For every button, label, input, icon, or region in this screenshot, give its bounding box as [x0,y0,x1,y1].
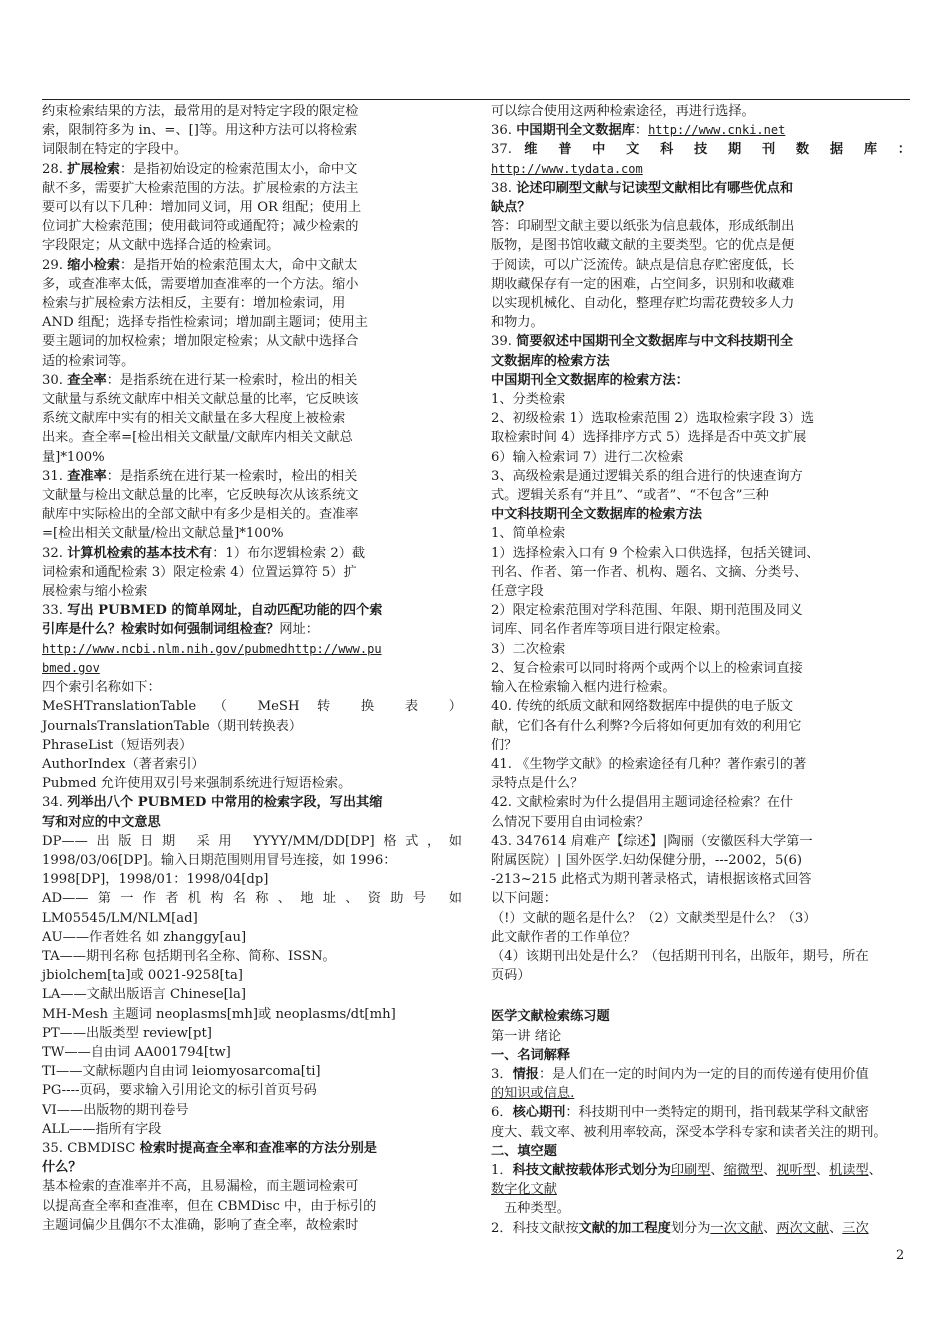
header-rule [42,99,910,100]
text-line: 献，它们各有什么利弊?今后将如何更加有效的利用它 [491,718,802,734]
question: 文数据库的检索方法 [491,353,610,369]
item-39 [491,332,911,351]
subheading: 中文科技期刊全文数据库的检索方法 [491,507,702,523]
text-line: 答：印刷型文献主要以纸张为信息载体，形成纸制出 [491,219,795,235]
text-line: 录特点是什么？ [491,776,584,792]
text: 、 [868,1162,882,1178]
text-line: 3、高级检索是通过逻辑关系的组合进行的快速查询方 [491,468,803,484]
text-line: 么情况下要用自由词检索？ [491,814,650,830]
term: 计算机检索的基本技术有 [67,545,213,561]
text: 划分为 [670,1220,711,1236]
text-line: 展检索与缩小检索 [42,584,148,600]
item-28 [42,160,462,179]
answer: 一次文献 [710,1220,764,1236]
text-line: （!）文献的题名是什么？（2）文献类型是什么？（3） [491,910,817,926]
item-number: 36. [491,123,512,139]
text-line: 五种类型。 [504,1201,570,1217]
text-line: Pubmed 允许使用双引号来强制系统进行短语检索。 [42,776,352,792]
item-35 [42,1139,462,1158]
text-line: 献不多，需要扩大检索范围的方法。扩展检索的方法主 [42,180,359,196]
item-number: 6． [491,1105,513,1121]
text-line: TI——文献标题内自由词 leiomyosarcoma[ti] [42,1064,321,1080]
section-title: 医学文献检索练习题 [491,1009,610,1025]
question: 什么？ [42,1160,82,1176]
item-32 [42,544,462,563]
fill-item-1 [491,1161,911,1180]
text-line: 任意字段 [491,584,544,600]
text-line: 2、初级检索 1）选取检索范围 2）选取检索字段 3）选 [491,411,815,427]
item-number: 34. [42,795,63,811]
text-line: 度大、载文率、被利用率较高，深受本学科专家和读者关注的期刊。 [491,1124,887,1140]
text-line: AuthorIndex（著者索引） [42,756,205,772]
term: 维 普 中 文 科 技 期 刊 数 据 库 ： [524,142,911,158]
text-line: 字段限定；从文献中选择合适的检索词。 [42,238,280,254]
text-line: 主题词偏少且偶尔不太准确，影响了查全率，故检索时 [42,1217,359,1233]
item-29 [42,256,462,275]
item-37 [491,140,911,159]
text-line: PhraseList（短语列表） [42,737,193,753]
term: 科技文献按 [512,1162,579,1178]
text-line: 量]*100% [42,449,105,465]
text-line: 附属医院）| 国外医学.妇幼保健分册，---2002，5(6) [491,852,803,868]
text-line: 以提高查全率和查准率，但在 CBMDisc 中，由于标引的 [42,1198,377,1214]
term: 载体形式划分为 [578,1162,671,1178]
term: 查全率 [67,372,107,388]
item-40: 40. 传统的纸质文献和网络数据库中提供的电子版文 [491,699,794,715]
text-line: ALL——指所有字段 [42,1121,162,1137]
page-number: 2 [896,1248,905,1263]
item-number: 32. [42,545,63,561]
item-number: 2． [491,1220,513,1236]
text-line: 文献量与检出文献总量的比率，它反映每次从该系统文 [42,488,359,504]
question: 引库是什么？检索时如何强制词组检查？ [42,622,280,638]
term: 扩展检索 [67,161,120,177]
item-30 [42,371,462,390]
text-line: 要可以有以下几种：增加同义词，用 OR 组配；使用上 [42,200,362,216]
left-column [42,102,462,1235]
lecture-title: 第一讲 绪论 [491,1028,562,1044]
text-line: 1998/03/06[DP]。输入日期范围则用冒号连接，如 1996： [42,852,397,868]
term: 文献的加工程度 [578,1220,671,1236]
text: ：是指系统在进行某一检索时，检出的相关 [106,372,358,388]
text-line: MH-Mesh 主题词 neoplasms[mh]或 neoplasms/dt[mh] [42,1006,396,1022]
text-line: 索，限制符多为 in、=、[]等。用这种方法可以将检索 [42,123,358,139]
term: 缩小检索 [67,257,120,273]
answer: 印刷型 [670,1162,711,1178]
text-line: JournalsTranslationTable（期刊转换表） [42,718,303,734]
text-line: 2、复合检索可以同时将两个或两个以上的检索词直接 [491,660,803,676]
text-line: 1、简单检索 [491,526,566,542]
text-line: 版物，是图书馆收藏文献的主要类型。它的优点是便 [491,238,795,254]
text-line: 以实现机械化、自动化，整理存贮均需花费较多人力 [491,296,795,312]
spacer [491,985,911,1007]
text-line: 出来。查全率=[检出相关文献量/文献库内相关文献总 [42,430,353,446]
term: 核心期刊 [512,1105,566,1121]
text: 、 [829,1220,843,1236]
text-line: 此文献作者的工作单位？ [491,929,637,945]
item-34 [42,793,462,812]
item-31 [42,467,462,486]
item-number: 1． [491,1162,513,1178]
text-line: 词限制在特定的字段中。 [42,142,188,158]
text-line: jbiolchem[ta]或 0021-9258[ta] [42,968,243,984]
text-line: LA——文献出版语言 Chinese[la] [42,987,247,1003]
item-number: 28. [42,161,63,177]
text: CBMDISC [67,1140,136,1156]
text-line: 1、分类检索 [491,392,566,408]
right-column [491,102,911,1238]
item-number: 3． [491,1066,513,1082]
item-number: 29. [42,257,63,273]
text-line: =[检出相关文献量/检出文献总量]*100% [42,526,284,542]
section-heading: 二、填空题 [491,1143,557,1159]
text-line: TW——自由词 AA001794[tw] [42,1044,231,1060]
text-line: 输入在检索输入框内进行检索。 [491,680,676,696]
question: 论述印刷型文献与记读型文献相比有哪些优点和 [516,180,794,196]
question: 检索时提高查全率和查准率的方法分别是 [139,1140,377,1156]
item-43: 43. 347614 肩难产【综述】|陶丽（安徽医科大学第一 [491,833,813,849]
text: 科技文献按 [512,1220,579,1236]
text-line: 检索与扩展检索方法相反，主要有：增加检索词，用 [42,296,346,312]
text: ：是指系统在进行某一检索时，检出的相关 [106,468,358,484]
item-33 [42,601,462,620]
text-line: 基本检索的查准率并不高，且易漏检，而主题词检索可 [42,1179,359,1195]
question: 写和对应的中文意思 [42,814,161,830]
text: ：是人们在一定的时间内为一定的目的而传递有使用价值 [538,1066,869,1082]
text-line: 2）限定检索范围对学科范围、年限、期刊范围及同义 [491,603,803,619]
text-line: 页码） [491,968,531,984]
item-41: 41. 《生物学文献》的检索途径有几种？著作索引的著 [491,756,807,772]
question: 简要叙述中国期刊全文数据库与中文科技期刊全 [516,334,794,350]
item-number: 37. [491,142,512,158]
definition-6 [491,1103,911,1122]
text-line: 式。逻辑关系有“并且”、“或者”、“不包含”三种 [491,488,769,504]
text-line: MeSHTranslationTable （ MeSH 转 换 表 ） [42,699,462,715]
text-line: VI——出版物的期刊卷号 [42,1102,189,1118]
text-line: 系统文献库中实有的相关文献量在多大程度上被检索 [42,411,346,427]
item-36 [491,121,911,140]
text-line: 刊名、作者、第一作者、机构、题名、文摘、分类号、 [491,564,808,580]
pubmed-link[interactable]: http://www.ncbi.nlm.nih.gov/pubmedhttp://www.pu [42,641,382,656]
text-line: 可以综合使用这两种检索途径，再进行选择。 [491,104,755,119]
text-line: 和物力。 [491,315,544,331]
text-line: 适的检索词等。 [42,353,135,369]
answer: 数字化文献 [491,1182,557,1198]
text: 、 [763,1220,777,1236]
text-line: 6）输入检索词 7）进行二次检索 [491,449,684,465]
text-line: AU——作者姓名 如 zhanggy[au] [42,929,247,945]
text: ：是指开始的检索范围太大，命中文献太 [119,257,358,273]
text-line: 献库中实际检出的全部文献中有多少是相关的。查准率 [42,507,359,523]
text-line: 于阅读，可以广泛流传。缺点是信息存贮密度低，长 [491,257,795,273]
answer: 视听型 [776,1162,816,1178]
text-line: 约束检索结果的方法，最常用的是对特定字段的限定检 [42,104,359,119]
definition-3 [491,1065,911,1084]
item-number: 38. [491,180,512,196]
text-line: LM05545/LM/NLM[ad] [42,910,198,926]
question: 写出 PUBMED 的简单网址，自动匹配功能的四个索 [67,603,383,619]
item-number: 31. [42,468,63,484]
text: ： [634,123,649,139]
item-number: 39. [491,334,512,350]
text-line: 文献量与系统文献库中相关文献总量的比率，它反映该 [42,392,359,408]
item-number: 33. [42,603,63,619]
text: ：1）布尔逻辑检索 2）截 [212,545,366,561]
text: 、 [815,1162,830,1178]
text: 网址： [279,622,319,638]
text-line: 取检索时间 4）选择排序方式 5）选择是否中英文扩展 [491,430,807,446]
text-line: （4）该期刊出处是什么？（包括期刊刊名，出版年，期号，所在 [491,948,869,964]
section-heading: 一、名词解释 [491,1047,571,1063]
answer: 缩微型 [723,1162,764,1178]
text-line: 1998[DP]，1998/01：1998/04[dp] [42,872,269,888]
text-line: 位词扩大检索范围；使用截词符或通配符；减少检索的 [42,219,359,235]
text: 、 [710,1162,724,1178]
term: 情报 [512,1066,539,1082]
cnki-link[interactable]: http://www.cnki.net [648,123,786,138]
text-line: 3）二次检索 [491,641,566,657]
text-line: AD——第一作者机构名称、地址、资助号 如 [42,891,462,907]
text-line: TA——期刊名称 包括期刊名全称、简称、ISSN。 [42,948,336,964]
text-line: -213~215 此格式为期刊著录格式，请根据该格式回答 [491,872,812,888]
text-line: 多，或查准率太低，需要增加查准率的一个方法。缩小 [42,276,359,292]
fill-item-2 [491,1219,911,1238]
term: 查准率 [67,468,107,484]
pubmed-link[interactable]: bmed.gov [42,660,100,675]
text: ：是指初始设定的检索范围太小，命中文 [119,161,358,177]
answer: 三次 [842,1220,869,1236]
text-line: 词检索和通配检索 3）限定检索 4）位置运算符 5）扩 [42,564,357,580]
text-line: 们？ [491,737,518,753]
text-line [42,620,462,639]
text-line: 以下问题： [491,891,557,907]
answer: 两次文献 [776,1220,830,1236]
subheading: 中国期刊全文数据库的检索方法： [491,372,689,388]
text: ：科技期刊中一类特定的期刊，指刊载某学科文献密 [565,1105,869,1121]
tydata-link[interactable]: http://www.tydata.com [491,161,643,176]
question: 缺点？ [491,200,531,216]
item-number: 30. [42,372,63,388]
answer: 机读型 [829,1162,869,1178]
term: 中国期刊全文数据库 [516,123,635,139]
text-line: 期收藏保存有一定的困难，占空间多，识别和收藏难 [491,276,795,292]
text: 、 [763,1162,777,1178]
item-number: 35. [42,1140,63,1156]
text-line: 的知识或信息. [491,1086,575,1102]
text-line: 四个索引名称如下： [42,680,161,696]
text-line: DP——出版日期 采用 YYYY/MM/DD[DP]格式，如 [42,833,462,849]
text-line: 要主题词的加权检索；增加限定检索；从文献中选择合 [42,334,359,350]
item-42: 42. 文献检索时为什么提倡用主题词途径检索？在什 [491,795,794,811]
text-line: PT——出版类型 review[pt] [42,1025,212,1041]
text-line: 词库、同名作者库等项目进行限定检索。 [491,622,729,638]
text-line: AND 组配；选择专指性检索词；增加副主题词；使用主 [42,315,368,331]
text-line: PG----页码，要求输入引用论文的标引首页号码 [42,1083,317,1099]
question: 列举出八个 PUBMED 中常用的检索字段，写出其缩 [67,795,383,811]
text-line: 1）选择检索入口有 9 个检索入口供选择，包括关键词、 [491,545,820,561]
item-38 [491,179,911,198]
